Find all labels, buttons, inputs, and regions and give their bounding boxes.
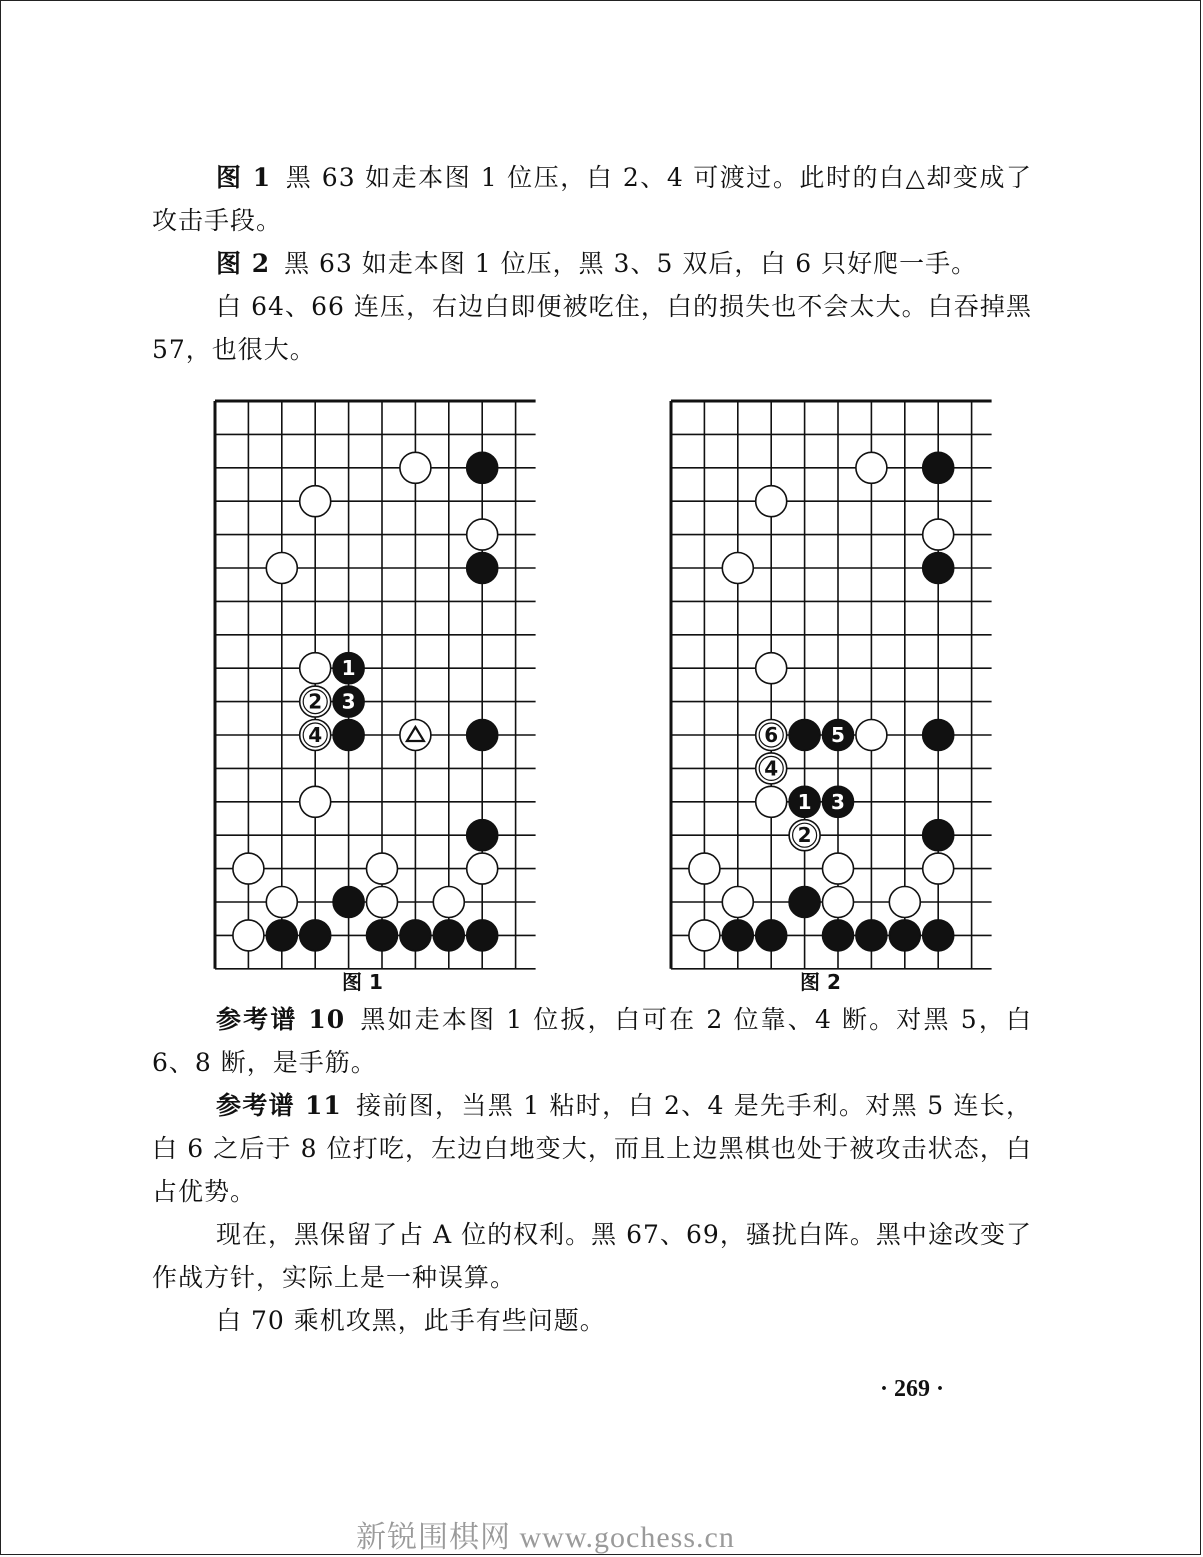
white-stone [889,887,920,918]
white-stone [756,720,787,751]
black-stone [467,452,498,483]
stone-circle [433,920,464,951]
paragraph-tag: 图 2 [216,249,271,278]
stone-circle [367,853,398,884]
stone-circle [467,553,498,584]
stone-circle [889,887,920,918]
white-stone [823,887,854,918]
black-stone [722,920,753,951]
stone-circle [400,452,431,483]
stone-move-number: 2 [797,823,812,848]
stone-circle [266,887,297,918]
stone-circle [856,452,887,483]
stone-circle [400,720,431,751]
stone-circle [923,920,954,951]
stone-circle [923,720,954,751]
go-diagram-1 [214,400,536,940]
stone-circle [233,920,264,951]
white-stone [300,653,331,684]
black-stone [923,920,954,951]
white-stone [367,887,398,918]
white-stone [266,887,297,918]
stone-move-number: 4 [308,723,323,747]
figure-caption-2: 图 2 [800,970,841,994]
stone-circle [467,853,498,884]
black-stone [467,820,498,851]
white-stone [467,519,498,550]
white-stone [300,486,331,517]
stone-circle [823,887,854,918]
stone-circle [923,820,954,851]
stone-circle [266,920,297,951]
stone-circle [300,786,331,817]
stone-move-number: 1 [341,656,356,681]
stone-circle [467,720,498,751]
black-stone [923,720,954,751]
white-stone [400,452,431,483]
stone-circle [756,786,787,817]
paragraph-tag: 参考谱 11 [216,1091,342,1120]
stone-move-number: 5 [831,723,845,747]
paragraph-now [152,1213,1032,1299]
paragraph-fig1 [152,156,1032,242]
watermark: 新锐围棋网 www.gochess.cn [356,1521,735,1554]
paragraph-text: 白 70 乘机攻黑，此手有些问题。 [216,1306,606,1335]
stone-circle [722,553,753,584]
stone-move-number: 6 [764,723,779,747]
stone-circle [467,920,498,951]
stone-circle [367,920,398,951]
black-stone [333,720,364,751]
white-stone [367,853,398,884]
paragraph-white-64 [152,285,1032,371]
stone-circle [756,486,787,517]
stone-circle [856,720,887,751]
stone-circle [689,920,720,951]
black-stone [856,920,887,951]
black-stone [889,920,920,951]
stone-circle [467,452,498,483]
white-stone [856,452,887,483]
white-stone [689,853,720,884]
go-diagram-2 [670,400,992,940]
white-stone [823,853,854,884]
black-stone [756,920,787,951]
stone-move-number: 3 [341,689,356,714]
white-stone [300,686,331,717]
paragraph-text: 接前图，当黑 1 粘时，白 2、4 是先手利。对黑 5 连长，白 6 之后于 8 位打吃，左边白地变大，而且上边黑棋也处于被攻击状态，白占优势。 [152,1091,1033,1206]
white-stone [400,720,431,751]
white-stone [756,786,787,817]
stone-circle [756,653,787,684]
stone-circle [467,820,498,851]
stone-circle [689,853,720,884]
stone-circle [856,920,887,951]
stone-circle [433,887,464,918]
stone-circle [923,553,954,584]
paragraph-text: 现在，黑保留了占 A 位的权利。黑 67、69，骚扰白阵。黑中途改变了作战方针，实际上是一种误算。 [152,1220,1032,1292]
go-board-1 [214,400,536,940]
white-stone [722,553,753,584]
stone-circle [722,887,753,918]
stone-circle [923,519,954,550]
stone-circle [367,887,398,918]
go-board-2 [670,400,992,940]
stone-circle [266,553,297,584]
black-stone [467,720,498,751]
stone-move-number: 3 [831,789,845,814]
black-stone [433,920,464,951]
paragraph-tag: 图 1 [216,163,272,192]
black-stone [923,553,954,584]
stone-circle [789,887,820,918]
white-stone [433,887,464,918]
black-stone [923,452,954,483]
paragraph-text: 黑 63 如走本图 1 位压，黑 3、5 双后，白 6 只好爬一手。 [284,249,978,278]
paragraph-ref-10 [152,998,1032,1084]
black-stone [333,887,364,918]
stone-circle [923,853,954,884]
stone-circle [300,486,331,517]
stone-circle [923,452,954,483]
white-stone [756,753,787,784]
paragraph-text: 黑如走本图 1 位扳，白可在 2 位靠、4 断。对黑 5，白 6、8 断，是手筋。 [152,1005,1032,1077]
stone-move-number: 2 [308,689,323,714]
white-stone [300,720,331,751]
stone-circle [333,887,364,918]
black-stone [333,653,364,684]
black-stone [400,920,431,951]
stone-circle [400,920,431,951]
white-stone [856,720,887,751]
black-stone [266,920,297,951]
stone-circle [823,853,854,884]
black-stone [333,686,364,717]
white-stone [756,653,787,684]
white-stone [266,553,297,584]
paragraph-fig2 [152,242,1032,285]
stone-circle [889,920,920,951]
page-number: · 269 · [880,1376,945,1402]
stone-move-number: 4 [764,756,779,781]
white-stone [233,920,264,951]
white-stone [789,820,820,851]
stone-circle [756,920,787,951]
white-stone [923,853,954,884]
white-stone [233,853,264,884]
black-stone [923,820,954,851]
paragraph-text: 白 64、66 连压，右边白即便被吃住，白的损失也不会太大。白吞掉黑 57，也很大。 [152,292,1032,364]
stone-circle [300,920,331,951]
black-stone [789,887,820,918]
figure-caption-1: 图 1 [342,970,383,994]
black-stone [300,920,331,951]
paragraph-text: 黑 63 如走本图 1 位压，白 2、4 可渡过。此时的白△却变成了攻击手段。 [152,163,1032,235]
stone-circle [722,920,753,951]
black-stone [789,786,820,817]
black-stone [789,720,820,751]
stone-circle [333,720,364,751]
stone-circle [467,519,498,550]
white-stone [689,920,720,951]
paragraph-ref-11 [152,1084,1032,1213]
stone-move-number: 1 [797,789,812,814]
paragraph-white-70 [152,1299,1032,1342]
stone-circle [823,920,854,951]
black-stone [467,920,498,951]
paragraph-tag: 参考谱 10 [216,1005,346,1034]
black-stone [823,720,854,751]
black-stone [823,920,854,951]
black-stone [467,553,498,584]
white-stone [467,853,498,884]
black-stone [367,920,398,951]
white-stone [756,486,787,517]
white-stone [722,887,753,918]
white-stone [923,519,954,550]
white-stone [300,786,331,817]
stone-circle [300,653,331,684]
black-stone [823,786,854,817]
stone-circle [789,720,820,751]
stone-circle [233,853,264,884]
